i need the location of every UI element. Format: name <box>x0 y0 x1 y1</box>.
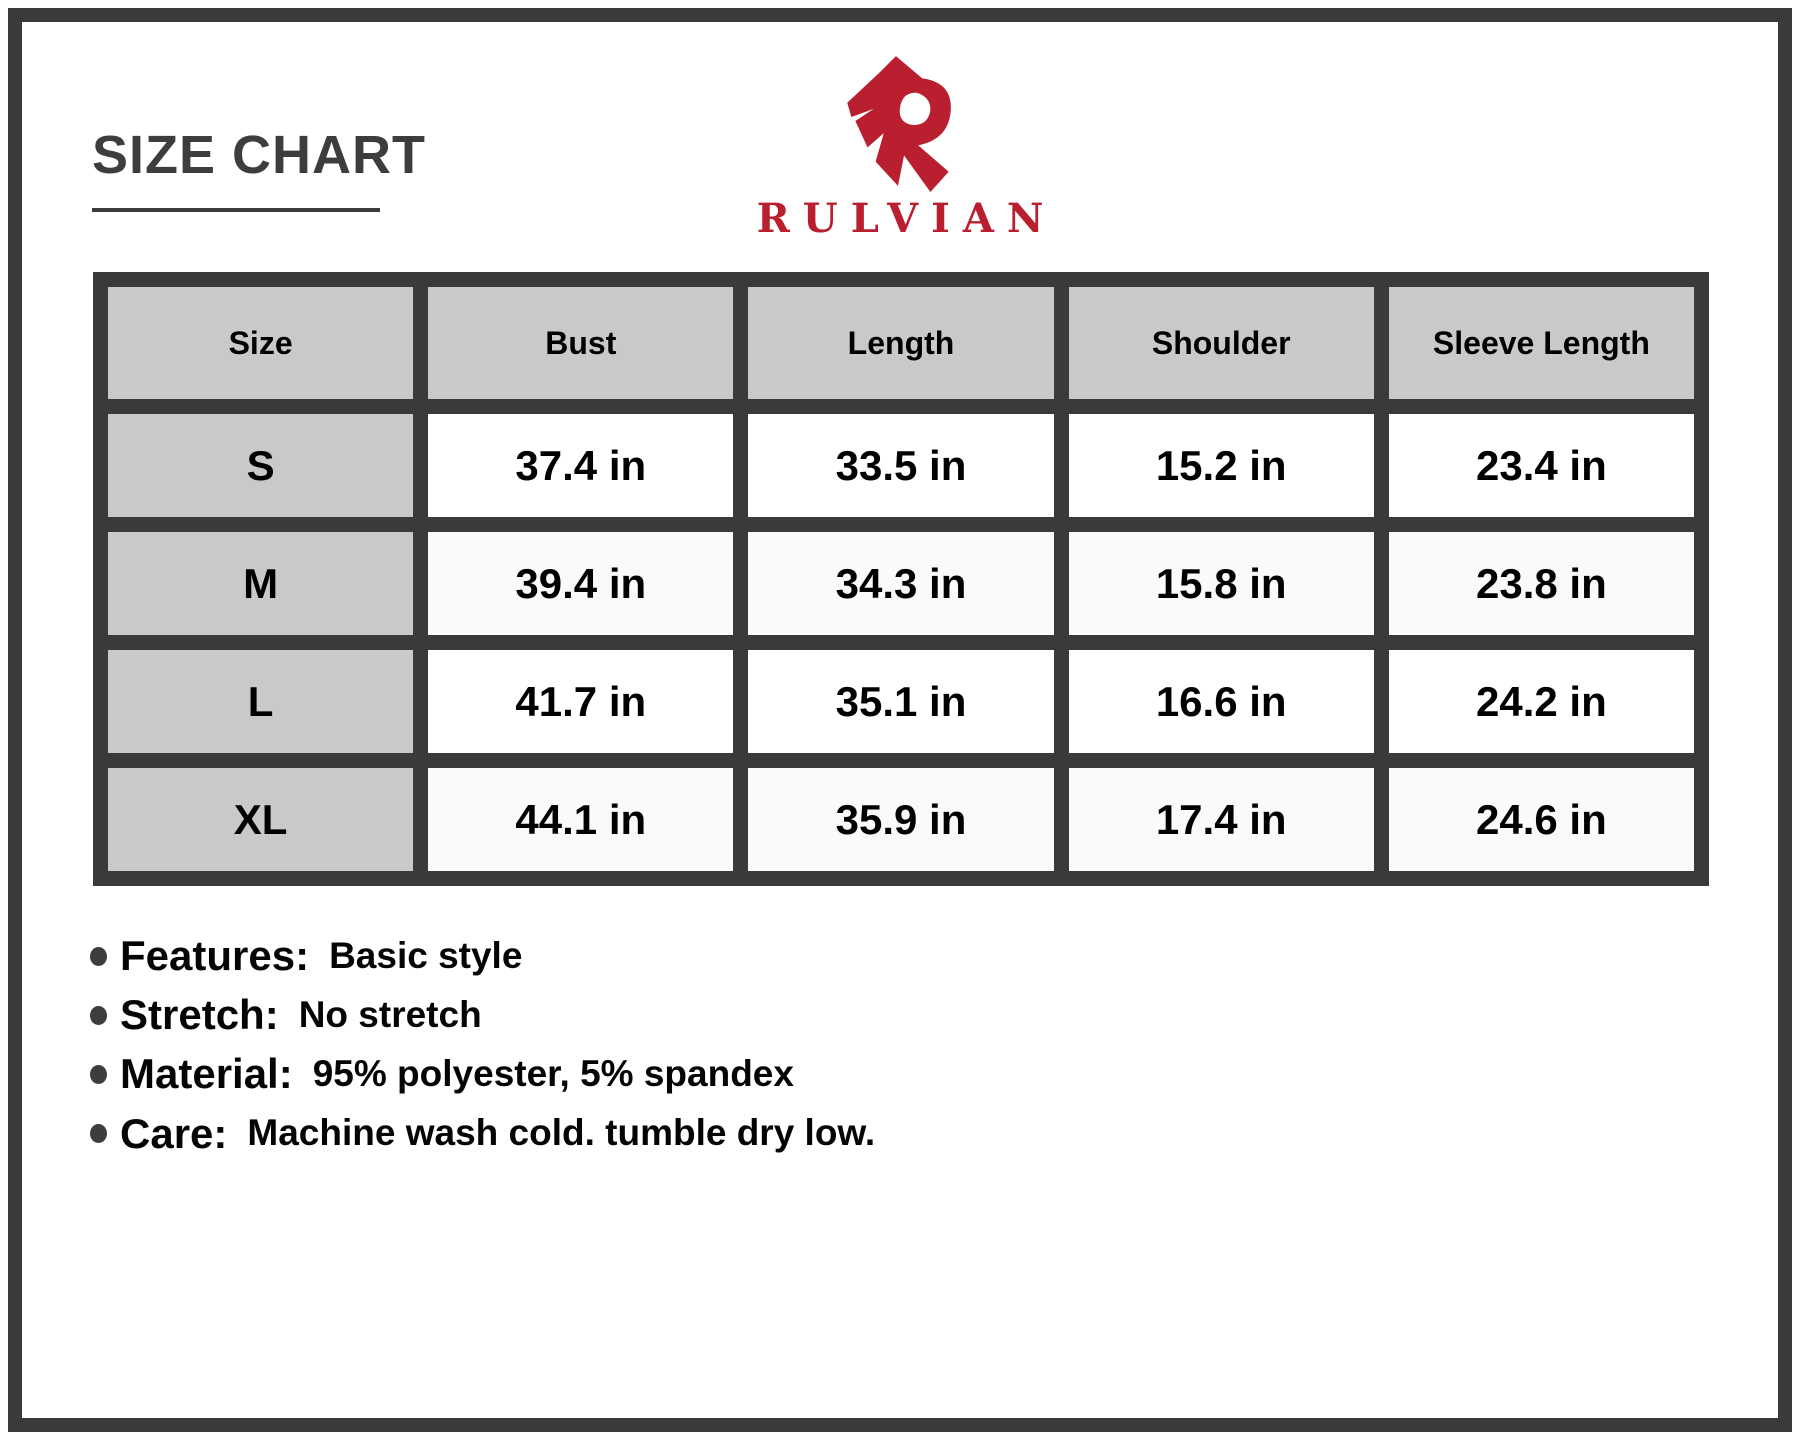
row-xl-size-label: XL <box>108 768 413 871</box>
column-header-shoulder: Shoulder <box>1069 287 1374 399</box>
detail-label: Care: <box>120 1109 228 1157</box>
row-xl-shoulder: 17.4 in <box>1069 768 1374 871</box>
detail-value: Machine wash cold. tumble dry low. <box>247 1112 876 1154</box>
row-s-sleeve: 23.4 in <box>1389 414 1694 517</box>
brand-name: RULVIAN <box>756 195 1057 242</box>
detail-label: Stretch: <box>120 991 279 1039</box>
bullet-icon <box>90 1124 107 1143</box>
detail-care <box>90 1111 875 1157</box>
row-xl-length: 35.9 in <box>748 768 1053 871</box>
bullet-icon <box>90 947 107 966</box>
column-header-bust: Bust <box>428 287 733 399</box>
detail-stretch <box>90 992 875 1038</box>
row-l-sleeve: 24.2 in <box>1389 650 1694 753</box>
row-m-length: 34.3 in <box>748 532 1053 635</box>
detail-features <box>90 933 875 979</box>
bullet-icon <box>90 1006 107 1025</box>
row-s-shoulder: 15.2 in <box>1069 414 1374 517</box>
detail-label: Material: <box>120 1050 293 1098</box>
detail-value: 95% polyester, 5% spandex <box>312 1053 794 1095</box>
column-header-length: Length <box>748 287 1053 399</box>
row-l-size-label: L <box>108 650 413 753</box>
row-m-shoulder: 15.8 in <box>1069 532 1374 635</box>
row-m-sleeve: 23.8 in <box>1389 532 1694 635</box>
row-s-size-label: S <box>108 414 413 517</box>
detail-label: Features: <box>120 932 310 979</box>
size-chart-table <box>93 272 1709 886</box>
detail-material <box>90 1051 875 1097</box>
title-block <box>92 125 426 212</box>
detail-value: No stretch <box>298 993 482 1035</box>
row-l-bust: 41.7 in <box>428 650 733 753</box>
row-l-shoulder: 16.6 in <box>1069 650 1374 753</box>
rulvian-r-logo-icon <box>839 50 961 192</box>
row-s-length: 33.5 in <box>748 414 1053 517</box>
bullet-icon <box>90 1065 107 1084</box>
row-m-size-label: M <box>108 532 413 635</box>
title-underline <box>92 208 380 212</box>
row-xl-bust: 44.1 in <box>428 768 733 871</box>
column-header-sleeve-length: Sleeve Length <box>1389 287 1694 399</box>
row-s-bust: 37.4 in <box>428 414 733 517</box>
brand-logo <box>690 50 1110 242</box>
row-m-bust: 39.4 in <box>428 532 733 635</box>
page-title: SIZE CHART <box>92 125 426 185</box>
row-l-length: 35.1 in <box>748 650 1053 753</box>
row-xl-sleeve: 24.6 in <box>1389 768 1694 871</box>
column-header-size: Size <box>108 287 413 399</box>
detail-value: Basic style <box>329 934 523 976</box>
product-details-list <box>90 933 875 1170</box>
